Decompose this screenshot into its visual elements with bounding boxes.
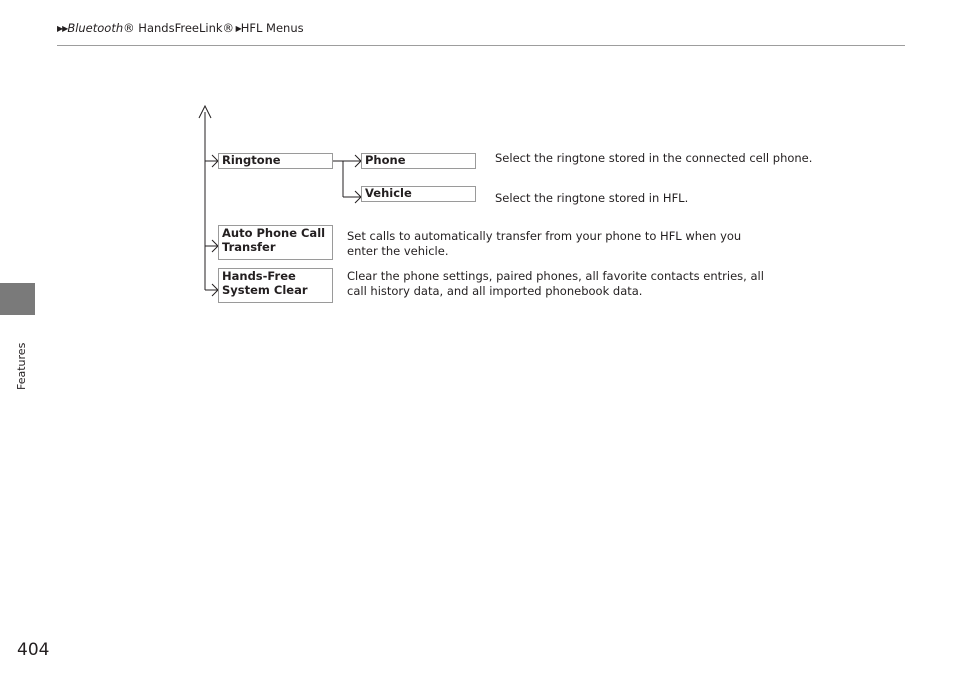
branch-auto-transfer bbox=[205, 240, 218, 252]
menu-option-vehicle-label: Vehicle bbox=[365, 186, 412, 200]
menu-item-system-clear-description bbox=[347, 269, 764, 299]
page-number: 404 bbox=[17, 640, 50, 660]
branch-vehicle bbox=[343, 191, 361, 203]
breadcrumb-item-hfl-menus[interactable]: HFL Menus bbox=[240, 21, 304, 35]
menu-item-auto-transfer-description bbox=[347, 229, 741, 259]
branch-ringtone bbox=[205, 155, 218, 167]
menu-option-phone-label: Phone bbox=[365, 153, 406, 167]
section-label: Features bbox=[15, 342, 28, 390]
auto-transfer-description-line2: enter the vehicle. bbox=[347, 244, 449, 258]
branch-system-clear bbox=[205, 284, 218, 296]
menu-item-hands-free-system-clear[interactable] bbox=[218, 268, 333, 303]
connector-ringtone bbox=[333, 161, 343, 197]
menu-item-system-clear-label-line2: System Clear bbox=[222, 282, 308, 297]
menu-item-auto-transfer-label-line2: Transfer bbox=[222, 239, 276, 254]
menu-option-phone-description: Select the ringtone stored in the connected cell phone. bbox=[495, 151, 813, 165]
breadcrumb-arrow-icon: ▶ bbox=[234, 24, 241, 33]
auto-transfer-description-line1: Set calls to automatically transfer from your phone to HFL when you bbox=[347, 229, 742, 243]
branch-phone bbox=[343, 155, 361, 167]
menu-option-vehicle-description: Select the ringtone stored in HFL. bbox=[495, 191, 689, 205]
system-clear-description-line2: call history data, and all imported phonebook data. bbox=[347, 284, 643, 298]
menu-option-phone[interactable] bbox=[361, 153, 476, 169]
menu-item-auto-phone-call-transfer[interactable] bbox=[218, 225, 333, 260]
menu-option-vehicle[interactable] bbox=[361, 186, 476, 202]
breadcrumb-item-bluetooth[interactable]: Bluetooth bbox=[67, 21, 124, 35]
menu-item-ringtone[interactable] bbox=[218, 153, 333, 169]
menu-item-auto-transfer-label-line1: Auto Phone Call bbox=[222, 226, 326, 240]
breadcrumb-item-handsfreelink[interactable]: ® HandsFreeLink® bbox=[123, 21, 235, 35]
system-clear-description-line1: Clear the phone settings, paired phones, all favorite contacts entries, all bbox=[347, 269, 764, 283]
menu-item-system-clear-label-line1: Hands-Free bbox=[222, 269, 296, 283]
menu-item-ringtone-label: Ringtone bbox=[222, 153, 281, 167]
breadcrumb-arrow-icon: ▶▶ bbox=[57, 24, 68, 33]
